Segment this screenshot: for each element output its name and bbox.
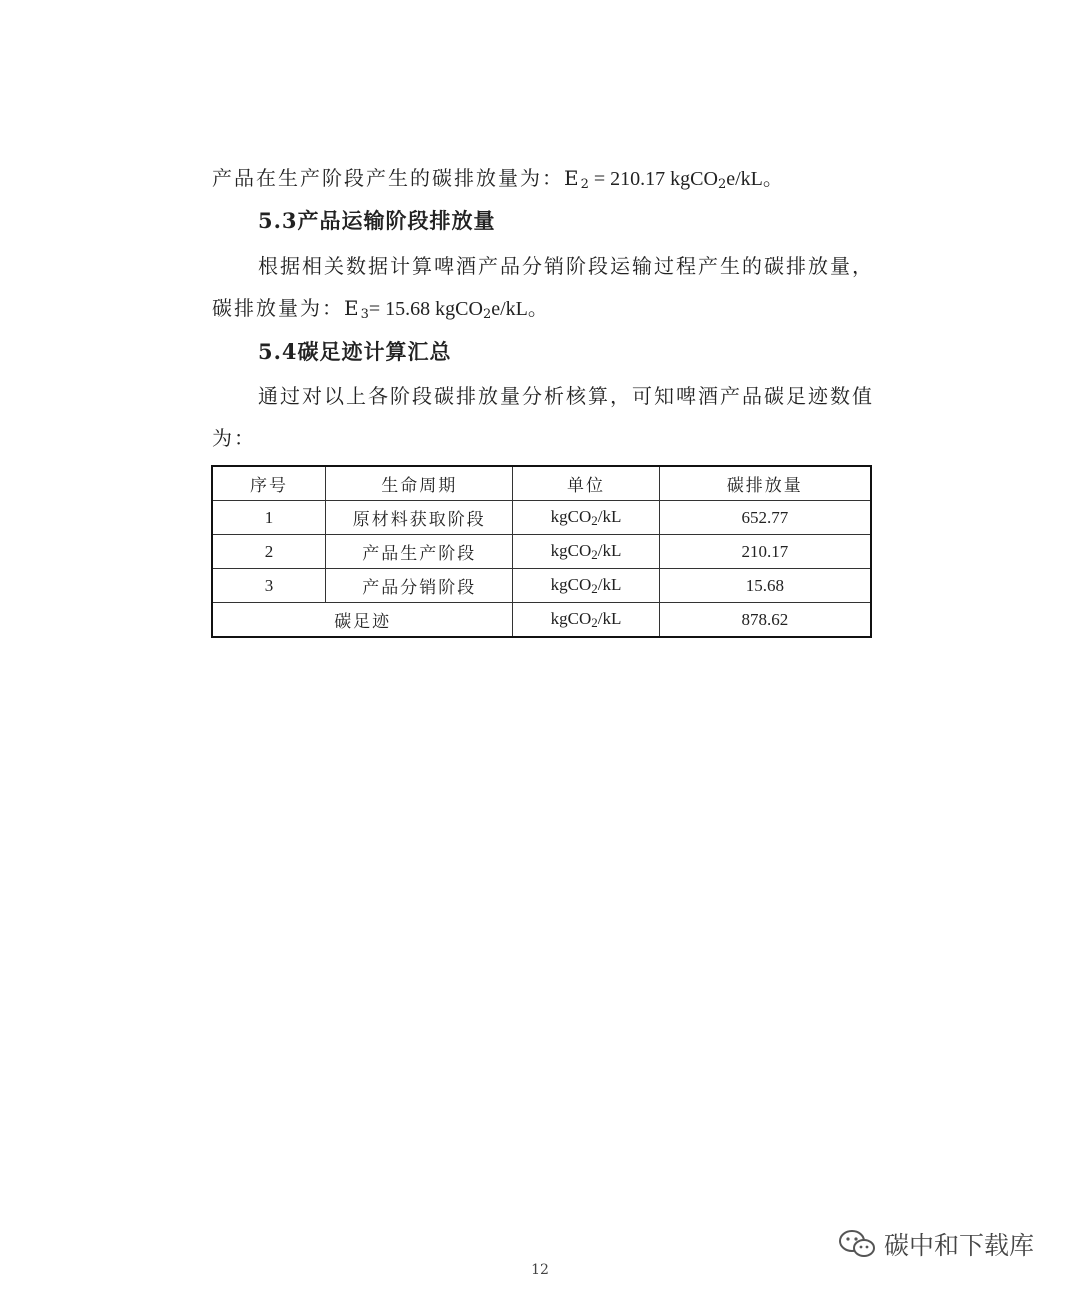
unit-subscript: 2 bbox=[591, 546, 598, 562]
section-heading-5-4: 5.4碳足迹计算汇总 bbox=[258, 339, 452, 364]
row-stage: 原材料获取阶段 bbox=[326, 501, 513, 535]
e3-value: = 15.68 kgCO bbox=[368, 298, 483, 320]
table-row bbox=[212, 569, 871, 603]
row-index: 3 bbox=[212, 569, 326, 603]
carbon-footprint-summary-table bbox=[211, 465, 872, 638]
e2-result-line bbox=[212, 163, 783, 200]
paragraph-5-4-line-2: 为： bbox=[212, 426, 256, 450]
page-number: 12 bbox=[531, 1262, 549, 1278]
unit-suffix: /kL bbox=[597, 506, 622, 526]
co2-subscript: 2 bbox=[482, 307, 492, 322]
unit-suffix: /kL bbox=[597, 540, 622, 560]
row-unit bbox=[513, 535, 659, 569]
watermark-text: 碳中和下载库 bbox=[884, 1231, 1035, 1260]
paragraph-5-3-line-1: 根据相关数据计算啤酒产品分销阶段运输过程产生的碳排放量， bbox=[258, 254, 874, 278]
unit-subscript: 2 bbox=[591, 580, 598, 596]
e3-subscript: 3 bbox=[360, 307, 369, 322]
co2-subscript: 2 bbox=[717, 177, 727, 192]
watermark bbox=[838, 1226, 1034, 1262]
row-stage: 产品生产阶段 bbox=[326, 535, 513, 569]
total-label: 碳足迹 bbox=[212, 603, 513, 638]
e2-subscript: 2 bbox=[580, 177, 589, 192]
row-unit bbox=[513, 569, 659, 603]
e2-text: 产品在生产阶段产生的碳排放量为：E bbox=[212, 166, 581, 190]
header-index: 序号 bbox=[212, 466, 326, 501]
row-index: 2 bbox=[212, 535, 326, 569]
row-unit bbox=[513, 501, 659, 535]
e3-unit-suffix: e/kL。 bbox=[491, 298, 548, 320]
unit-subscript: 2 bbox=[591, 512, 598, 528]
unit-text: kgCO bbox=[550, 506, 592, 526]
section-heading-5-3: 5.3产品运输阶段排放量 bbox=[258, 208, 496, 233]
row-value: 652.77 bbox=[659, 501, 871, 535]
unit-text: kgCO bbox=[550, 574, 592, 594]
unit-suffix: /kL bbox=[597, 608, 622, 628]
total-unit bbox=[513, 603, 659, 638]
e2-value: = 210.17 kgCO bbox=[588, 168, 718, 190]
e2-unit-suffix: e/kL。 bbox=[726, 168, 783, 190]
row-value: 210.17 bbox=[659, 535, 871, 569]
wechat-logo-icon bbox=[838, 1229, 876, 1259]
header-unit: 单位 bbox=[513, 466, 659, 501]
row-value: 15.68 bbox=[659, 569, 871, 603]
e3-result-line bbox=[212, 293, 548, 330]
row-stage: 产品分销阶段 bbox=[326, 569, 513, 603]
unit-suffix: /kL bbox=[597, 574, 622, 594]
paragraph-5-4-line-1: 通过对以上各阶段碳排放量分析核算，可知啤酒产品碳足迹数值 bbox=[258, 384, 874, 408]
table-row bbox=[212, 501, 871, 535]
e3-text: 碳排放量为：E bbox=[212, 296, 361, 320]
table-total-row bbox=[212, 603, 871, 638]
unit-text: kgCO bbox=[550, 608, 592, 628]
total-value: 878.62 bbox=[659, 603, 871, 638]
row-index: 1 bbox=[212, 501, 326, 535]
table-header-row bbox=[212, 466, 871, 501]
header-emissions: 碳排放量 bbox=[659, 466, 871, 501]
unit-text: kgCO bbox=[550, 540, 592, 560]
unit-subscript: 2 bbox=[591, 614, 598, 630]
header-lifecycle: 生命周期 bbox=[326, 466, 513, 501]
table-row bbox=[212, 535, 871, 569]
